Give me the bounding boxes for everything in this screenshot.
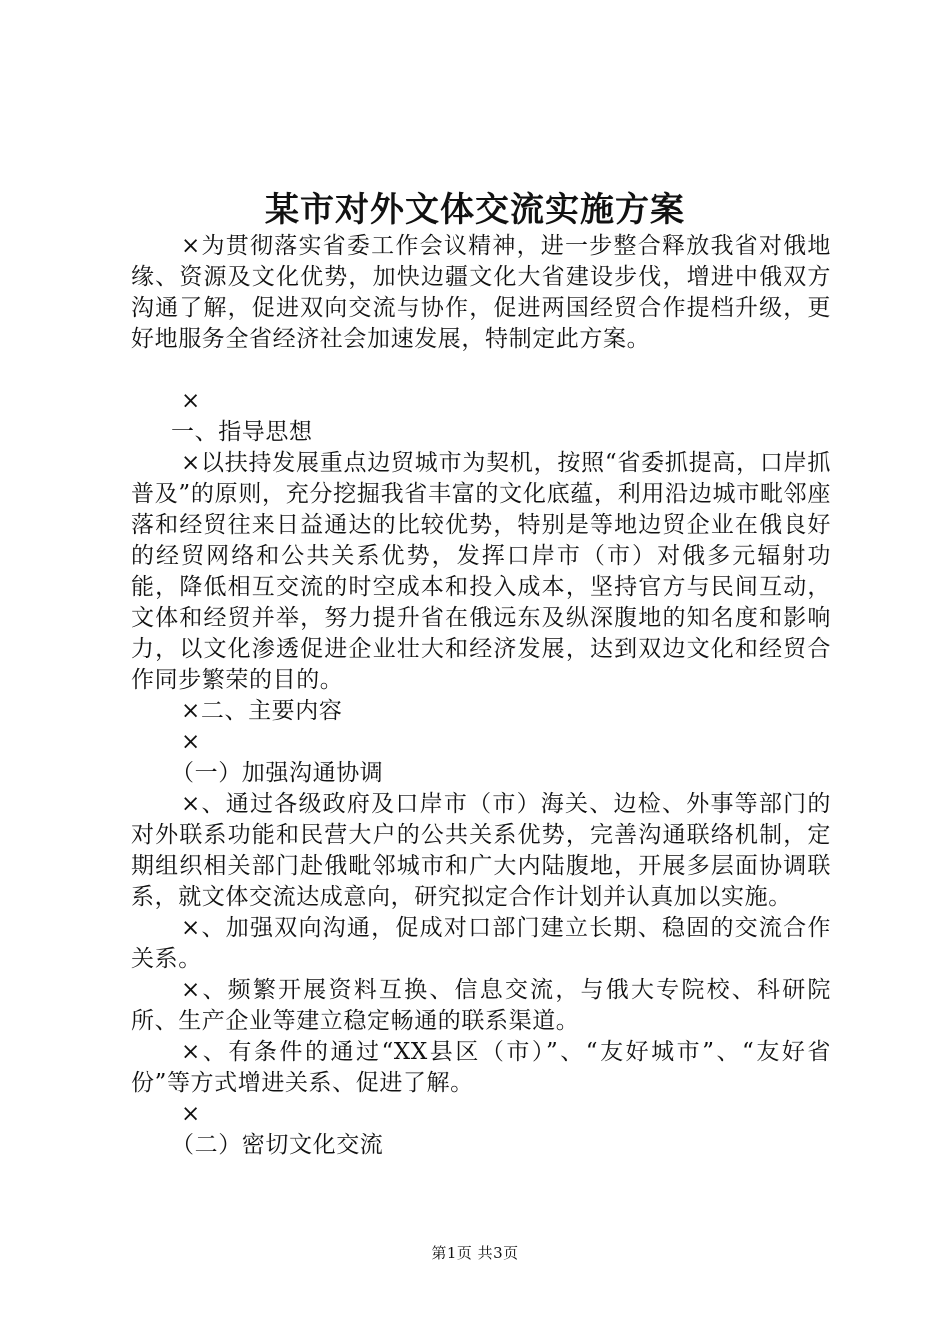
placeholder-mark: × (181, 729, 201, 755)
section-heading-main-content: ×二、主要内容 (181, 698, 343, 724)
placeholder-mark: × (181, 1101, 201, 1127)
document-body (131, 231, 831, 1161)
section-heading-guiding-ideology: 一、指导思想 (171, 419, 313, 445)
intro-paragraph: ×为贯彻落实省委工作会议精神，进一步整合释放我省对俄地缘、资源及文化优势，加快边疆文化大省建设步伐，增进中俄双方沟通了解，促进双向交流与协作，促进两国经贸合作提档升级，更好地服务全省经济社会加速发展，特制定此方案。 (131, 233, 831, 352)
subsection-heading-cultural-exchange: （二）密切文化交流 (171, 1132, 384, 1158)
subsection-heading-communication: （一）加强沟通协调 (171, 760, 384, 786)
document-title: 某市对外文体交流实施方案 (265, 190, 685, 230)
communication-item-1: ×、通过各级政府及口岸市（市）海关、边检、外事等部门的对外联系功能和民营大户的公共关系优势，完善沟通联络机制，定期组织相关部门赴俄毗邻城市和广大内陆腹地，开展多层面协调联系，就文体交流达成意向，研究拟定合作计划并认真加以实施。 (131, 791, 831, 910)
communication-item-3: ×、频繁开展资料互换、信息交流，与俄大专院校、科研院所、生产企业等建立稳定畅通的联系渠道。 (131, 977, 831, 1034)
communication-item-2: ×、加强双向沟通，促成对口部门建立长期、稳固的交流合作关系。 (131, 915, 831, 972)
page-footer: 第1页 共3页 (431, 1244, 519, 1262)
communication-item-4: ×、有条件的通过“XX县区（市）”、“友好城市”、“友好省份”等方式增进关系、促进了解。 (131, 1039, 831, 1096)
placeholder-mark: × (181, 388, 201, 414)
guiding-ideology-paragraph: ×以扶持发展重点边贸城市为契机，按照“省委抓提高，口岸抓普及”的原则，充分挖掘我省丰富的文化底蕴，利用沿边城市毗邻座落和经贸往来日益通达的比较优势，特别是等地边贸企业在俄良好的经贸网络和公共关系优势，发挥口岸市（市）对俄多元辐射功能，降低相互交流的时空成本和投入成本，坚持官方与民间互动，文体和经贸并举，努力提升省在俄远东及纵深腹地的知名度和影响力，以文化渗透促进企业壮大和经济发展，达到双边文化和经贸合作同步繁荣的目的。 (131, 450, 831, 693)
